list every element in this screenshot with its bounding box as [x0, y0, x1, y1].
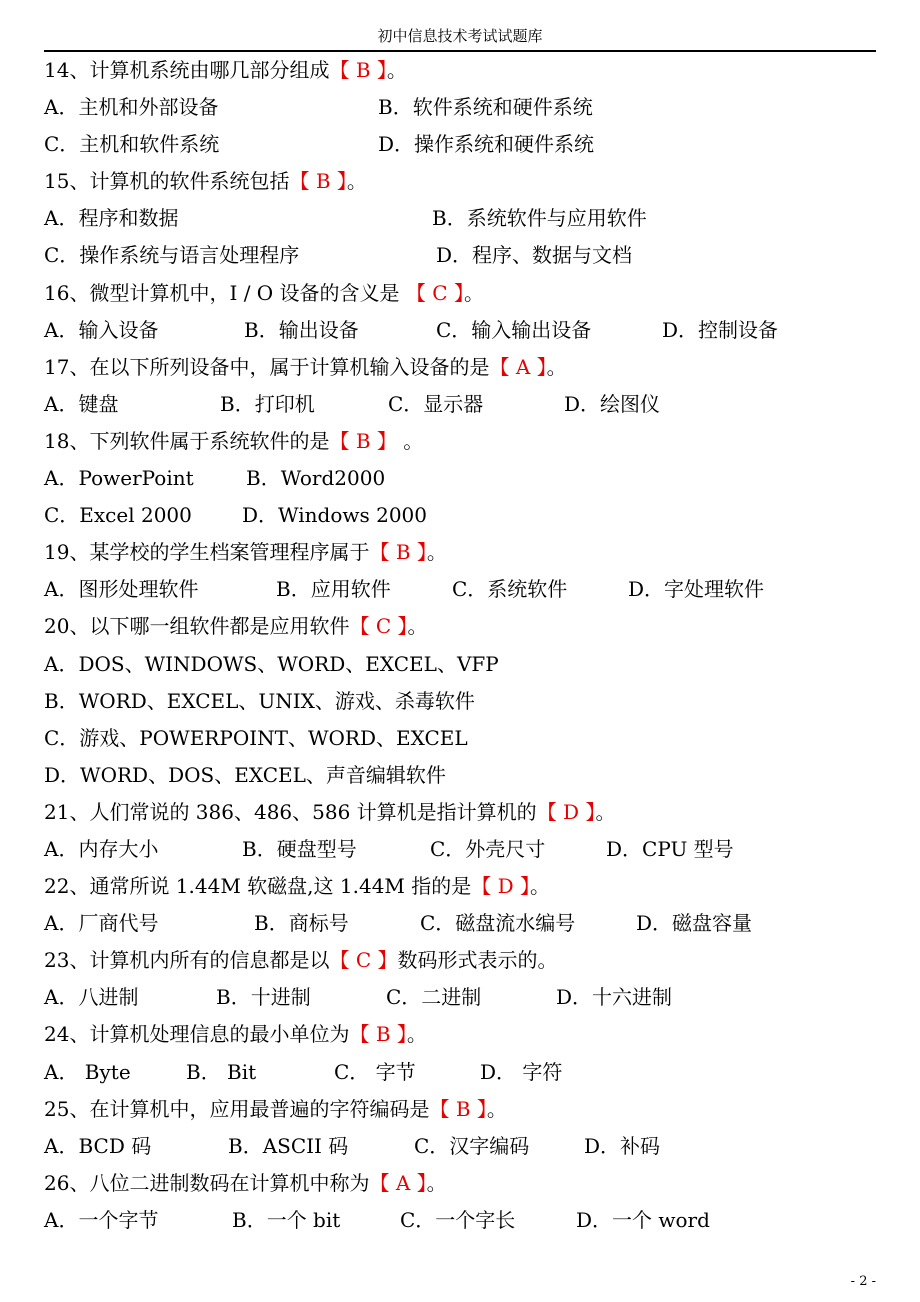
question-text: 21、人们常说的 386、486、586 计算机是指计算机的	[44, 799, 537, 824]
answer-bracket-open: 【	[536, 799, 564, 824]
option-text: D．绘图仪	[564, 391, 661, 416]
option-text: B．十进制	[216, 985, 311, 1010]
option-text: D．CPU 型号	[606, 836, 734, 861]
question-text: 15、计算机的软件系统包括	[44, 169, 290, 194]
answer-letter: B	[315, 169, 331, 194]
question-text: 22、通常所说 1.44M 软磁盘,这 1.44M 指的是	[44, 874, 472, 899]
question-line	[44, 52, 884, 89]
option-text: C．Excel 2000	[44, 503, 192, 528]
options-line	[44, 979, 884, 1016]
answer-bracket-open: 【	[369, 540, 396, 565]
options-line	[44, 905, 884, 942]
option-text: B．Word2000	[246, 466, 386, 491]
options-line	[44, 460, 884, 497]
question-end: 。	[407, 614, 428, 639]
question-end: 。	[530, 874, 551, 899]
options-line	[44, 683, 884, 720]
answer-bracket-close: 】	[579, 799, 596, 824]
question-text: 25、在计算机中，应用最普遍的字符编码是	[44, 1096, 430, 1121]
options-line	[44, 1128, 884, 1165]
answer-bracket-open: 【	[405, 280, 433, 305]
question-end: 。	[386, 58, 407, 82]
option-text: D．程序、数据与文档	[436, 243, 633, 268]
option-text: D．Windows 2000	[242, 503, 427, 528]
answer-letter: C	[375, 614, 392, 639]
option-text: B．软件系统和硬件系统	[378, 95, 593, 120]
answer-bracket-open: 【	[369, 1170, 396, 1195]
answer-letter: D	[497, 874, 514, 899]
answer-bracket-close: 】	[370, 428, 397, 453]
option-text: B．一个 bit	[232, 1207, 341, 1232]
options-line	[44, 200, 884, 237]
option-text: B．系统软件与应用软件	[432, 206, 647, 231]
options-line	[44, 237, 884, 274]
option-text: C．游戏、POWERPOINT、WORD、EXCEL	[44, 725, 468, 750]
option-text: D．补码	[584, 1133, 661, 1158]
answer-bracket-open: 【	[349, 614, 376, 639]
question-text: 14、计算机系统由哪几部分组成	[44, 58, 330, 82]
option-text: A．键盘	[44, 391, 119, 416]
question-end: 。	[426, 1170, 447, 1195]
question-end: 数码形式表示的。	[397, 948, 558, 973]
option-text: D．WORD、DOS、EXCEL、声音编辑软件	[44, 762, 446, 787]
answer-letter: B	[455, 1096, 471, 1121]
options-line	[44, 312, 884, 349]
option-text: C．外壳尺寸	[430, 836, 546, 861]
option-text: B．WORD、EXCEL、UNIX、游戏、杀毒软件	[44, 688, 475, 713]
answer-bracket-close: 】	[470, 1096, 487, 1121]
option-text: C．系统软件	[452, 577, 568, 602]
answer-bracket-close: 】	[371, 948, 398, 973]
question-text: 20、以下哪一组软件都是应用软件	[44, 614, 350, 639]
question-line	[44, 942, 884, 979]
answer-letter: D	[563, 799, 580, 824]
answer-bracket-close: 】	[410, 1170, 427, 1195]
answer-letter: B	[395, 540, 411, 565]
option-text: D． 字符	[480, 1059, 563, 1084]
question-text: 19、某学校的学生档案管理程序属于	[44, 540, 370, 565]
options-line	[44, 386, 884, 423]
option-text: A．内存大小	[44, 836, 159, 861]
question-line	[44, 423, 884, 460]
options-line	[44, 126, 884, 163]
answer-letter: C	[432, 280, 448, 305]
question-line	[44, 163, 884, 200]
question-line	[44, 794, 884, 831]
option-text: C．操作系统与语言处理程序	[44, 243, 300, 268]
options-line	[44, 571, 884, 608]
option-text: C．输入输出设备	[436, 317, 592, 342]
option-text: A．程序和数据	[44, 206, 179, 231]
question-text: 17、在以下所列设备中，属于计算机输入设备的是	[44, 354, 490, 379]
question-end: 。	[346, 169, 367, 194]
answer-bracket-close: 】	[447, 280, 464, 305]
option-text: C．主机和软件系统	[44, 132, 220, 157]
question-line	[44, 534, 884, 571]
question-end: 。	[546, 354, 567, 379]
option-text: B．ASCII 码	[228, 1133, 349, 1158]
option-text: A．BCD 码	[44, 1133, 152, 1158]
option-text: D．十六进制	[556, 985, 673, 1010]
option-text: B．应用软件	[276, 577, 391, 602]
answer-bracket-close: 】	[391, 614, 408, 639]
question-end: 。	[396, 428, 424, 453]
question-end: 。	[486, 1096, 507, 1121]
question-text: 18、下列软件属于系统软件的是	[44, 428, 330, 453]
answer-letter: C	[355, 948, 372, 973]
answer-bracket-close: 】	[530, 354, 547, 379]
answer-letter: B	[375, 1022, 391, 1047]
answer-bracket-open: 【	[329, 428, 356, 453]
answer-bracket-open: 【	[471, 874, 498, 899]
option-text: A．PowerPoint	[44, 466, 194, 491]
answer-bracket-open: 【	[289, 169, 316, 194]
option-text: B．打印机	[220, 391, 315, 416]
option-text: A．一个字节	[44, 1207, 159, 1232]
option-text: A．DOS、WINDOWS、WORD、EXCEL、VFP	[44, 651, 499, 676]
question-end: 。	[595, 799, 616, 824]
answer-bracket-open: 【	[329, 58, 356, 82]
option-text: A．图形处理软件	[44, 577, 199, 602]
answer-letter: A	[395, 1170, 411, 1195]
option-text: B．硬盘型号	[242, 836, 357, 861]
question-text: 26、八位二进制数码在计算机中称为	[44, 1170, 370, 1195]
question-line	[44, 868, 884, 905]
answer-bracket-open: 【	[489, 354, 516, 379]
answer-letter: B	[355, 58, 371, 82]
answer-bracket-close: 】	[390, 1022, 407, 1047]
option-text: C．汉字编码	[414, 1133, 530, 1158]
answer-letter: B	[355, 428, 371, 453]
option-text: B． Bit	[186, 1059, 257, 1084]
option-text: A．八进制	[44, 985, 139, 1010]
option-text: D．操作系统和硬件系统	[378, 132, 595, 157]
option-text: B．商标号	[254, 911, 349, 936]
answer-letter: A	[515, 354, 531, 379]
question-end: 。	[463, 280, 484, 305]
option-text: A．厂商代号	[44, 911, 159, 936]
answer-bracket-close: 】	[410, 540, 427, 565]
options-line	[44, 831, 884, 868]
options-line	[44, 720, 884, 757]
answer-bracket-open: 【	[349, 1022, 376, 1047]
options-line	[44, 646, 884, 683]
question-line	[44, 1016, 884, 1053]
option-text: C．显示器	[388, 391, 484, 416]
option-text: C．二进制	[386, 985, 482, 1010]
question-line	[44, 275, 884, 312]
page-header	[0, 26, 920, 46]
question-text: 24、计算机处理信息的最小单位为	[44, 1022, 350, 1047]
option-text: C． 字节	[334, 1059, 416, 1084]
options-line	[44, 1054, 884, 1091]
header-title: 初中信息技术考试试题库	[377, 27, 543, 45]
option-text: D．一个 word	[576, 1207, 710, 1232]
question-text: 23、计算机内所有的信息都是以	[44, 948, 330, 973]
option-text: D．控制设备	[662, 317, 779, 342]
option-text: C．磁盘流水编号	[420, 911, 576, 936]
option-text: A．输入设备	[44, 317, 159, 342]
answer-bracket-close: 】	[330, 169, 347, 194]
question-line	[44, 1165, 884, 1202]
options-line	[44, 89, 884, 126]
question-end: 。	[426, 540, 447, 565]
option-text: D．磁盘容量	[636, 911, 753, 936]
question-line	[44, 608, 884, 645]
option-text: A．主机和外部设备	[44, 95, 219, 120]
question-list	[44, 52, 884, 1239]
options-line	[44, 757, 884, 794]
answer-bracket-open: 【	[329, 948, 356, 973]
option-text: D．字处理软件	[628, 577, 765, 602]
answer-bracket-close: 】	[513, 874, 531, 899]
question-line	[44, 349, 884, 386]
option-text: B．输出设备	[244, 317, 359, 342]
option-text: C．一个字长	[400, 1207, 516, 1232]
question-end: 。	[406, 1022, 427, 1047]
page-number: - 2 -	[850, 1274, 876, 1289]
question-line	[44, 1091, 884, 1128]
option-text: A． Byte	[44, 1059, 131, 1084]
answer-bracket-close: 】	[370, 58, 387, 82]
answer-bracket-open: 【	[429, 1096, 456, 1121]
options-line	[44, 1202, 884, 1239]
question-text: 16、微型计算机中，I / O 设备的含义是	[44, 280, 406, 305]
options-line	[44, 497, 884, 534]
